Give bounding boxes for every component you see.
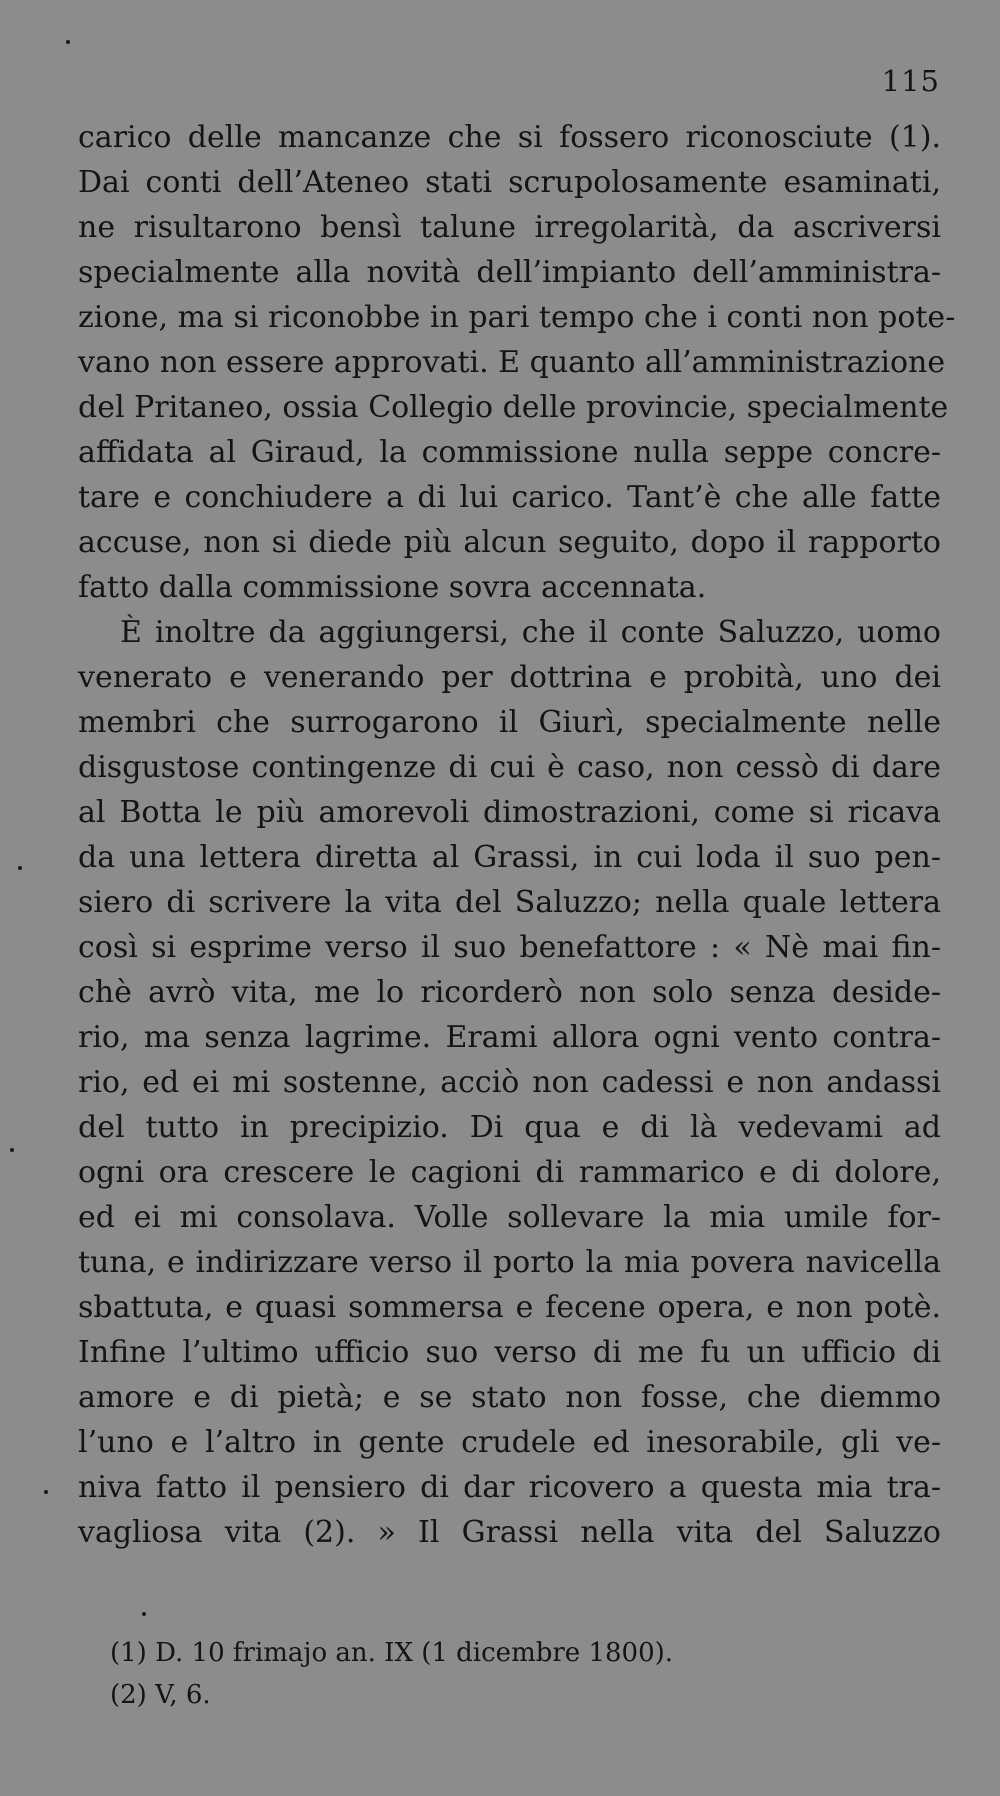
scan-speck — [44, 1490, 48, 1494]
text-line: membri che surrogarono il Giurì, specialmente nelle — [78, 705, 941, 740]
text-line: fatto dalla commissione sovra accennata. — [78, 570, 707, 605]
text-line: specialmente alla novità dell’impianto dell’amministra- — [78, 255, 941, 290]
page-number: 115 — [881, 64, 940, 98]
text-line: zione, ma si riconobbe in pari tempo che i conti non pote- — [78, 300, 956, 335]
footnote: (2) V, 6. — [110, 1680, 211, 1710]
text-line: rio, ma senza lagrime. Erami allora ogni vento contra- — [78, 1020, 941, 1055]
text-line: al Botta le più amorevoli dimostrazioni, come si ricava — [78, 795, 941, 830]
scan-speck — [10, 1148, 14, 1152]
text-line: ne risultarono bensì talune irregolarità, da ascriversi — [78, 210, 941, 245]
text-line: l’uno e l’altro in gente crudele ed inesorabile, gli ve- — [78, 1425, 941, 1460]
text-line: tuna, e indirizzare verso il porto la mia povera navicella — [78, 1245, 941, 1280]
text-line: del tutto in precipizio. Di qua e di là vedevami ad — [78, 1110, 941, 1145]
text-line: disgustose contingenze di cui è caso, non cessò di dare — [78, 750, 941, 785]
text-line: amore e di pietà; e se stato non fosse, che diemmo — [78, 1380, 941, 1415]
scan-speck — [66, 40, 70, 44]
text-line: affidata al Giraud, la commissione nulla seppe concre- — [78, 435, 941, 470]
text-line: del Pritaneo, ossia Collegio delle provincie, specialmente — [78, 390, 949, 425]
text-line: È inoltre da aggiungersi, che il conte Saluzzo, uomo — [120, 615, 941, 650]
text-line: sbattuta, e quasi sommersa e fecene opera, e non potè. — [78, 1290, 941, 1325]
text-line: così si esprime verso il suo benefattore : « Nè mai fin- — [78, 930, 941, 965]
text-line: tare e conchiudere a di lui carico. Tant’è che alle fatte — [78, 480, 941, 515]
text-line: niva fatto il pensiero di dar ricovero a questa mia tra- — [78, 1470, 941, 1505]
scan-speck — [18, 866, 22, 870]
text-line: rio, ed ei mi sostenne, acciò non cadessi e non andassi — [78, 1065, 941, 1100]
text-line: da una lettera diretta al Grassi, in cui loda il suo pen- — [78, 840, 941, 875]
scan-speck — [142, 1612, 146, 1616]
text-line: siero di scrivere la vita del Saluzzo; nella quale lettera — [78, 885, 941, 920]
text-line: venerato e venerando per dottrina e probità, uno dei — [78, 660, 941, 695]
text-line: ed ei mi consolava. Volle sollevare la mia umile for- — [78, 1200, 941, 1235]
text-line: Infine l’ultimo ufficio suo verso di me fu un ufficio di — [78, 1335, 941, 1370]
text-line: vano non essere approvati. E quanto all’amministrazione — [78, 345, 946, 380]
footnote: (1) D. 10 frimajo an. IX (1 dicembre 1800). — [110, 1638, 674, 1668]
text-line: vagliosa vita (2). » Il Grassi nella vita del Saluzzo — [78, 1515, 941, 1550]
footnotes — [110, 1632, 910, 1716]
text-line: Dai conti dell’Ateneo stati scrupolosamente esaminati, — [78, 165, 941, 200]
text-line: accuse, non si diede più alcun seguito, dopo il rapporto — [78, 525, 941, 560]
text-line: carico delle mancanze che si fossero riconosciute (1). — [78, 120, 941, 155]
text-line: chè avrò vita, me lo ricorderò non solo senza deside- — [78, 975, 941, 1010]
body-text — [78, 115, 956, 1555]
text-line: ogni ora crescere le cagioni di rammarico e di dolore, — [78, 1155, 941, 1190]
